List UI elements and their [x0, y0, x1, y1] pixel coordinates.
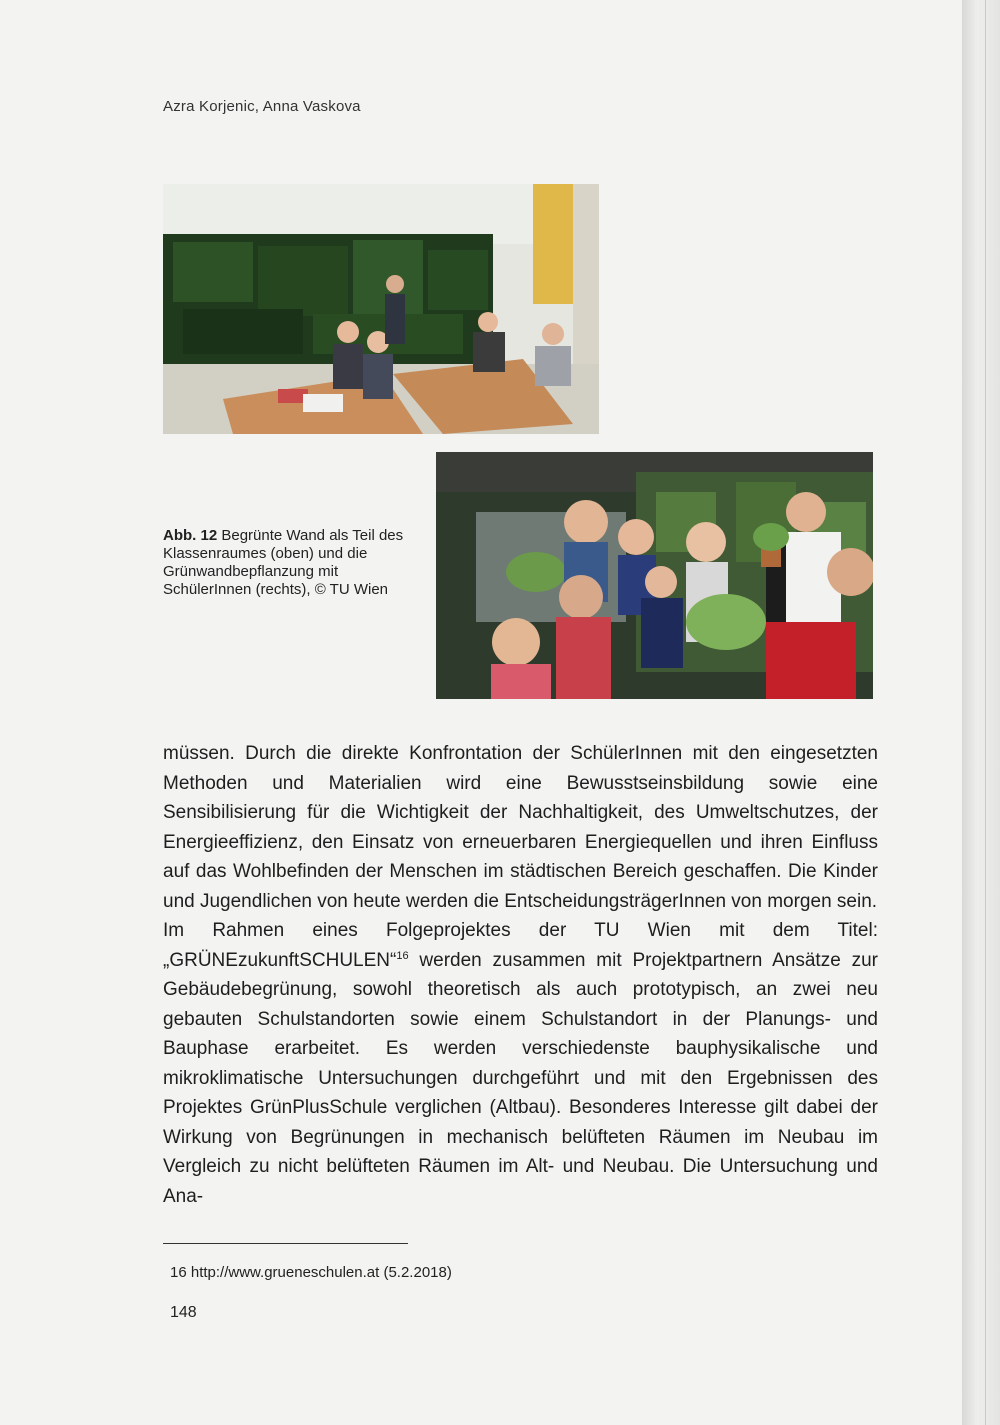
page-gutter-line [985, 0, 986, 1425]
paragraph-2 [163, 916, 878, 1211]
body-text [163, 739, 878, 1211]
figure-label: Abb. 12 [163, 527, 218, 544]
adjacent-page-edge [962, 0, 1000, 1425]
paragraph-2-start: Im Rahmen eines Folgeprojektes der TU Wien mit dem Titel: „GRÜNEzukunftSCHULEN“ [163, 920, 878, 971]
paragraph-1: müssen. Durch die direkte Konfrontation der SchülerInnen mit den eingesetzten Methoden und Materialien wird eine Bewusstseinsbildung sowie eine Sensibilisierung für die Wichtigkeit der Nachhaltigkeit, des Umweltschutzes, der Energieeffizienz, den Einsatz von erneuerbaren Energiequellen und ihren Einfluss auf das Wohlbefinden der Menschen im städtischen Bereich geschaffen. Die Kinder und Jugendlichen von heute werden die EntscheidungsträgerInnen von morgen sein. [163, 743, 878, 912]
footnote-divider [163, 1243, 408, 1244]
running-header-authors: Azra Korjenic, Anna Vaskova [163, 98, 361, 115]
pupils-planting-photo [436, 452, 873, 699]
page-number: 148 [170, 1304, 197, 1321]
figure-caption [163, 527, 418, 599]
classroom-green-wall-photo [163, 184, 599, 434]
paragraph-2-rest: werden zusammen mit Projektpartnern Ansätze zur Gebäudebegrünung, sowohl theoretisch als auch prototypisch, an zwei neu gebauten Schulstandorten sowie einem Schulstandort in der Planungs- und Bauphase erarbeitet. Es werden verschiedenste bauphysikalische und mikroklimatische Untersuchungen durchgeführt und mit den Ergebnissen des Projektes GrünPlusSchule verglichen (Altbau). Besonderes Interesse gilt dabei der Wirkung von Begrünungen in mechanisch belüfteten Räumen im Neubau im Vergleich zu nicht belüfteten Räumen im Alt- und Neubau. Die Untersuchung und Ana- [163, 949, 878, 1207]
figure-caption-text: Begrünte Wand als Teil des Klassenraumes (oben) und die Grünwandbepflanzung mit SchülerInnen (rechts), © TU Wien [163, 527, 404, 598]
footnote-16: 16 http://www.grueneschulen.at (5.2.2018) [170, 1264, 452, 1281]
footnote-reference: 16 [396, 949, 409, 962]
